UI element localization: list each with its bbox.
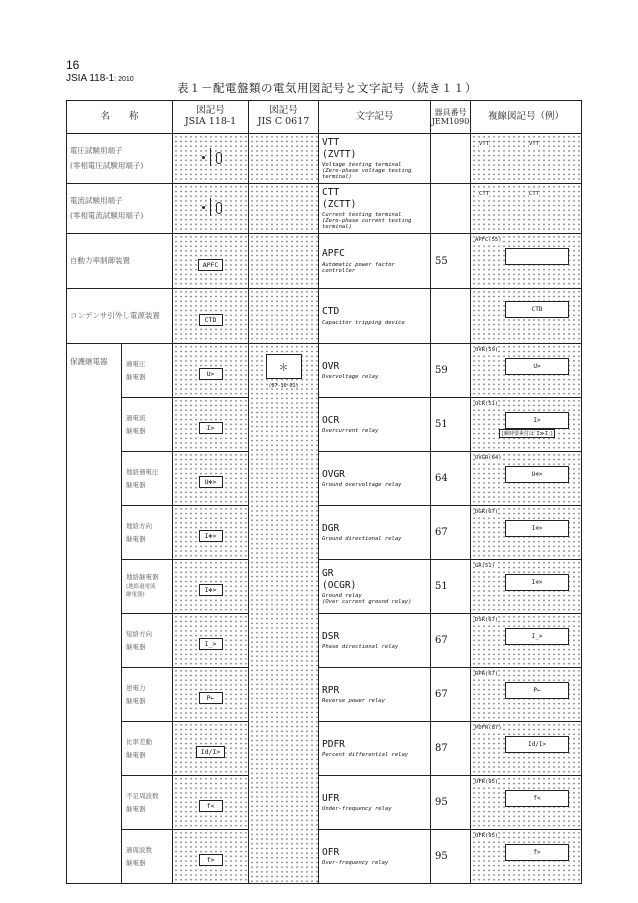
table-row: [67, 668, 582, 722]
terminal-symbol: [187, 198, 235, 216]
jis-symbol: [249, 234, 319, 289]
page-number: 16: [66, 58, 80, 72]
wiring-example: OVGR(64) U≑>: [471, 452, 582, 506]
wiring-example: OCR(51) I> [瞬時要素付は｢I≫I｣]: [471, 398, 582, 452]
device-number: [431, 184, 471, 234]
table-row: [67, 560, 582, 614]
jsia-symbol: U≑>: [173, 452, 249, 506]
letter-symbol: GR (OCGR) Ground relay (Over current ground relay): [319, 560, 431, 614]
device-number: 51: [431, 398, 471, 452]
relay-name: 地絡継電器 (地絡過電流 継電器): [122, 560, 173, 614]
relay-name: 逆電力 継電器: [122, 668, 173, 722]
wiring-example: OVR(59) U>: [471, 344, 582, 398]
relay-name: 過電圧 継電器: [122, 344, 173, 398]
jsia-symbol: I≑>: [173, 506, 249, 560]
symbol-table: [66, 100, 582, 884]
row-name: 電圧試験用端子 (零相電圧試験用端子): [67, 134, 173, 184]
relay-name: 過電流 継電器: [122, 398, 173, 452]
letter-symbol: PDFR Percent differential relay: [319, 722, 431, 776]
col-letter: 文字記号: [319, 101, 431, 134]
letter-symbol: OVGR Ground overvoltage relay: [319, 452, 431, 506]
jsia-symbol: I≑>: [173, 560, 249, 614]
wiring-example: APFC(55): [471, 234, 582, 289]
table-row: [67, 722, 582, 776]
row-name: コンデンサ引外し電源装置: [67, 289, 173, 344]
col-jsia: 図記号 JSIA 118-1: [173, 101, 249, 134]
group-name: 保護継電器: [67, 344, 122, 884]
device-number: 95: [431, 776, 471, 830]
jsia-symbol: [173, 184, 249, 234]
jsia-symbol: f>: [173, 830, 249, 884]
col-device-number: 器具番号 JEM1090: [431, 101, 471, 134]
jis-symbol: ＊ (07-16-01): [249, 344, 319, 884]
device-number: 67: [431, 668, 471, 722]
table-row: [67, 614, 582, 668]
header-row: [67, 101, 582, 134]
col-jis: 図記号 JIS C 0617: [249, 101, 319, 134]
device-number: 55: [431, 234, 471, 289]
jsia-symbol: [173, 134, 249, 184]
table-row: [67, 234, 582, 289]
device-number: 67: [431, 614, 471, 668]
table-row: [67, 776, 582, 830]
wiring-example: DGR(67) I≑>: [471, 506, 582, 560]
relay-name: 過周波数 継電器: [122, 830, 173, 884]
jsia-symbol: P←: [173, 668, 249, 722]
terminal-symbol: [187, 148, 235, 166]
jsia-symbol: I_>: [173, 614, 249, 668]
table-row: [67, 830, 582, 884]
table-row: [67, 184, 582, 234]
letter-symbol: OCR Overcurrent relay: [319, 398, 431, 452]
jsia-symbol: f<: [173, 776, 249, 830]
col-example: 複線図記号（例）: [471, 101, 582, 134]
table-title: 表１－配電盤類の電気用図記号と文字記号（続き１１）: [177, 81, 477, 95]
letter-symbol: DSR Phase directional relay: [319, 614, 431, 668]
relay-name: 不足周波数 継電器: [122, 776, 173, 830]
wiring-example: RPR(67) P←: [471, 668, 582, 722]
letter-symbol: CTD Capacitor tripping device: [319, 289, 431, 344]
letter-symbol: DGR Ground directional relay: [319, 506, 431, 560]
wiring-example: UFR(95) f<: [471, 776, 582, 830]
device-number: [431, 289, 471, 344]
relay-name: 比率差動 継電器: [122, 722, 173, 776]
jis-symbol: [249, 184, 319, 234]
wiring-example: PDFR(87) Id/I>: [471, 722, 582, 776]
jsia-symbol: CTD: [173, 289, 249, 344]
relay-name: 短絡方向 継電器: [122, 614, 173, 668]
table-row: [67, 506, 582, 560]
jis-symbol: [249, 134, 319, 184]
device-number: 67: [431, 506, 471, 560]
device-number: 64: [431, 452, 471, 506]
relay-name: 地絡方向 継電器: [122, 506, 173, 560]
device-number: 51: [431, 560, 471, 614]
jsia-symbol: APFC: [173, 234, 249, 289]
relay-name: 地絡過電圧 継電器: [122, 452, 173, 506]
table-row: [67, 134, 582, 184]
letter-symbol: VTT (ZVTT) Voltage testing terminal (Zero-phase voltage testing terminal): [319, 134, 431, 184]
jsia-symbol: I>: [173, 398, 249, 452]
row-name: 電流試験用端子 (零相電流試験用端子): [67, 184, 173, 234]
letter-symbol: CTT (ZCTT) Current testing terminal (Zero-phase current testing terminal): [319, 184, 431, 234]
wiring-example: GR(51) I≑>: [471, 560, 582, 614]
standard-id: JSIA 118-1: 2010: [66, 73, 134, 84]
wiring-example: VTT VTT: [471, 134, 582, 184]
table-row: [67, 398, 582, 452]
letter-symbol: OFR Over-frequency relay: [319, 830, 431, 884]
wiring-example: CTT CTT: [471, 184, 582, 234]
wiring-example: OFR(95) f>: [471, 830, 582, 884]
letter-symbol: OVR Overvoltage relay: [319, 344, 431, 398]
device-number: 95: [431, 830, 471, 884]
letter-symbol: APFC Automatic power factor controller: [319, 234, 431, 289]
table-row: [67, 452, 582, 506]
letter-symbol: UFR Under-frequency relay: [319, 776, 431, 830]
jis-symbol: [249, 289, 319, 344]
row-name: 自動力率制御装置: [67, 234, 173, 289]
wiring-example: CTD: [471, 289, 582, 344]
device-number: [431, 134, 471, 184]
col-name: 名 称: [67, 101, 173, 134]
device-number: 59: [431, 344, 471, 398]
table-row: [67, 344, 582, 398]
jsia-symbol: Id/I>: [173, 722, 249, 776]
table-row: [67, 289, 582, 344]
wiring-example: DSR(67) I_>: [471, 614, 582, 668]
jsia-symbol: U>: [173, 344, 249, 398]
device-number: 87: [431, 722, 471, 776]
letter-symbol: RPR Reverse power relay: [319, 668, 431, 722]
